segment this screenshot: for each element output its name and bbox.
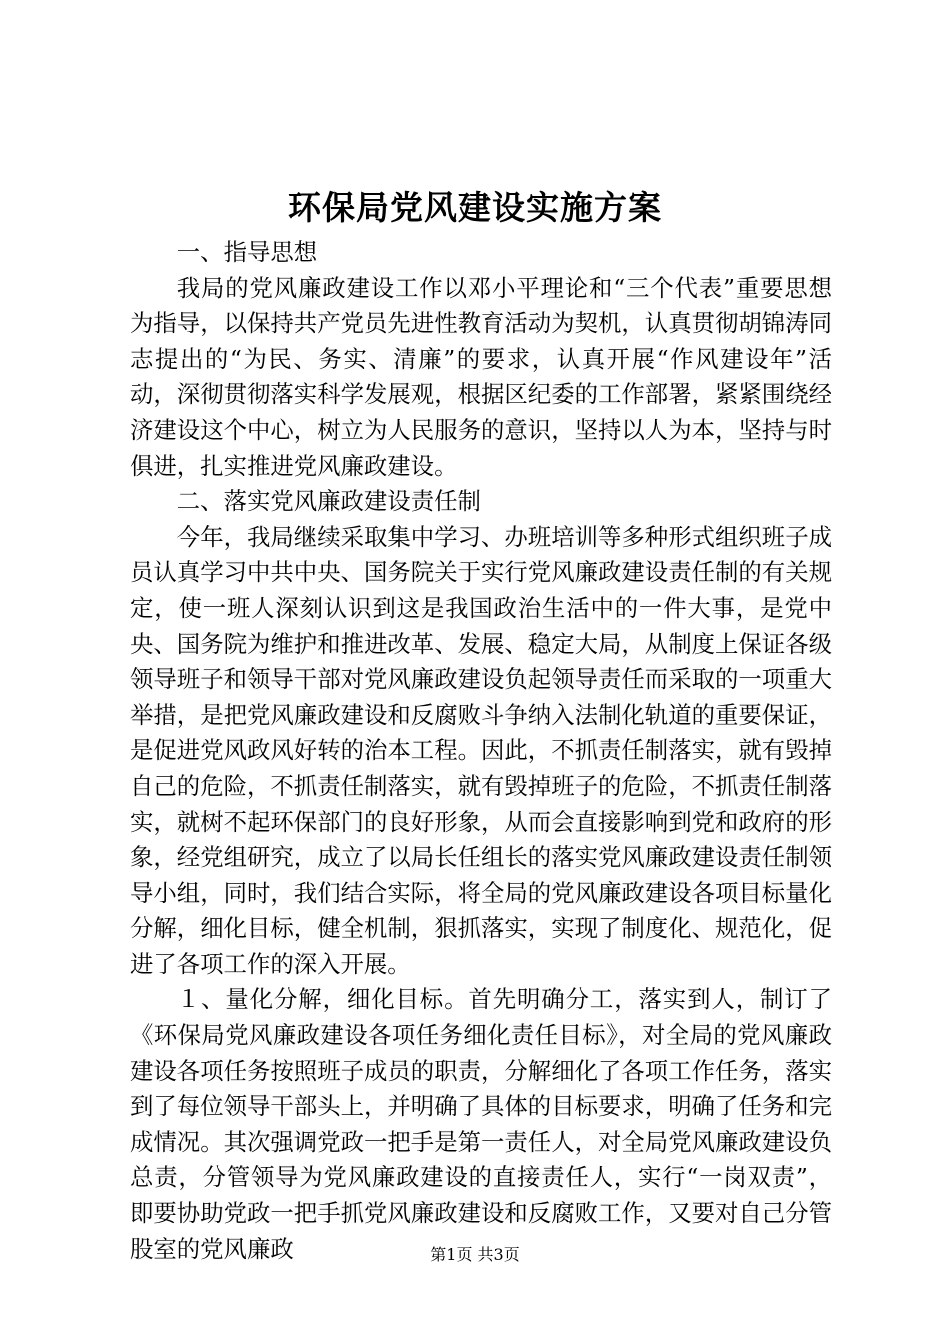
document-title: 环保局党风建设实施方案 bbox=[288, 188, 662, 227]
document-body bbox=[130, 235, 832, 1267]
paragraph-responsibility-system: 今年，我局继续采取集中学习、办班培训等多种形式组织班子成员认真学习中共中央、国务院关于实行党风廉政建设责任制的有关规定，使一班人深刻认识到这是我国政治生活中的一件大事，是党中央、国务院为维护和推进改革、发展、稳定大局，从制度上保证各级领导班子和领导干部对党风廉政建设负起领导责任而采取的一项重大举措，是把党风廉政建设和反腐败斗争纳入法制化轨道的重要保证，是促进党风政风好转的治本工程。因此，不抓责任制落实，就有毁掉自己的危险，不抓责任制落实，就有毁掉班子的危险，不抓责任制落实，就树不起环保部门的良好形象，从而会直接影响到党和政府的形象，经党组研究，成立了以局长任组长的落实党风廉政建设责任制领导小组，同时，我们结合实际，将全局的党风廉政建设各项目标量化分解，细化目标，健全机制，狠抓落实，实现了制度化、规范化，促进了各项工作的深入开展。 bbox=[130, 522, 832, 978]
paragraph-guiding-ideology: 我局的党风廉政建设工作以邓小平理论和“三个代表”重要思想为指导，以保持共产党员先进性教育活动为契机，认真贯彻胡锦涛同志提出的“为民、务实、清廉”的要求，认真开展“作风建设年”活动，深彻贯彻落实科学发展观，根据区纪委的工作部署，紧紧围绕经济建设这个中心，树立为人民服务的意识，坚持以人为本，坚持与时俱进，扎实推进党风廉政建设。 bbox=[130, 273, 832, 480]
page-footer: 第1页 共3页 bbox=[430, 1245, 520, 1264]
heading-guiding-ideology: 一、指导思想 bbox=[176, 238, 318, 266]
paragraph-quantify-targets: １、量化分解，细化目标。首先明确分工，落实到人，制订了《环保局党风廉政建设各项任务细化责任目标》，对全局的党风廉政建设各项任务按照班子成员的职责，分解细化了各项工作任务，落实到了每位领导干部头上，并明确了具体的目标要求，明确了任务和完成情况。其次强调党政一把手是第一责任人，对全局党风廉政建设负总责，分管领导为党风廉政建设的直接责任人，实行“一岗双责”，即要协助党政一把手抓党风廉政建设和反腐败工作，又要对自己分管股室的党风廉政 bbox=[130, 985, 832, 1263]
heading-responsibility-system: 二、落实党风廉政建设责任制 bbox=[176, 487, 481, 516]
